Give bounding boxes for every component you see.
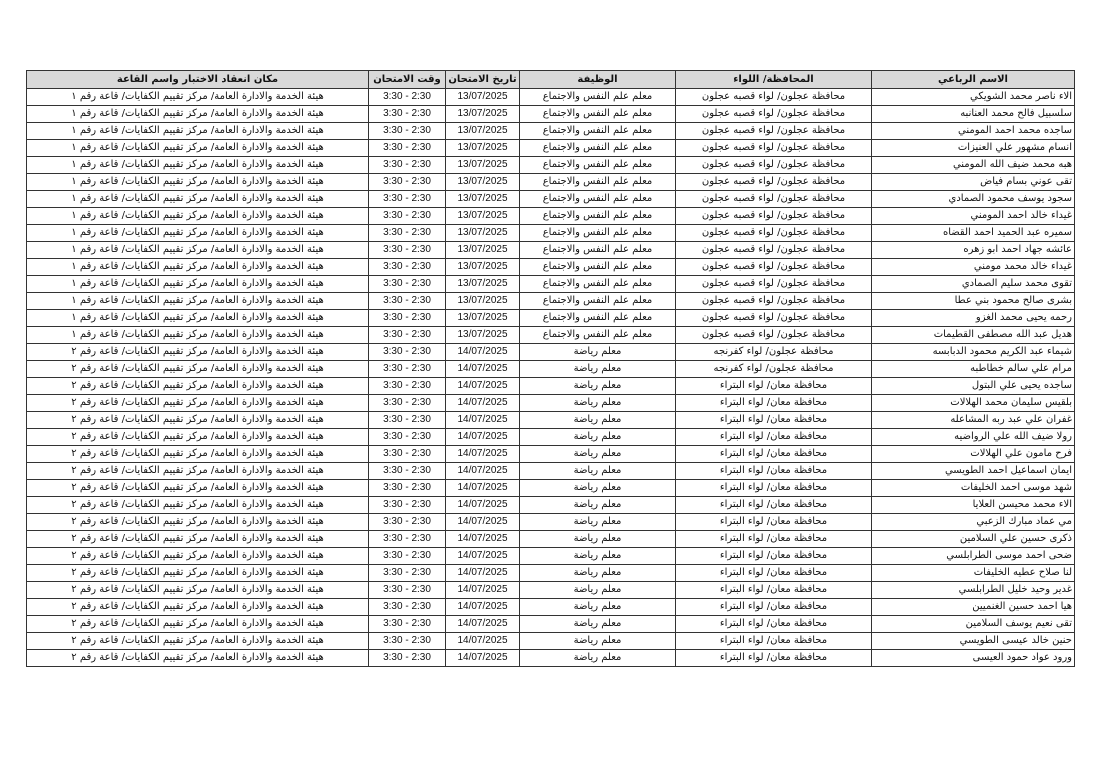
cell-time: 3:30 - 2:30 [369, 480, 446, 497]
header-date: تاريخ الامتحان [446, 71, 520, 89]
cell-date: 14/07/2025 [446, 497, 520, 514]
cell-date: 13/07/2025 [446, 157, 520, 174]
cell-job: معلم علم النفس والاجتماع [520, 310, 676, 327]
cell-location: هيئة الخدمة والادارة العامة/ مركز تقييم الكفايات/ قاعة رقم ٢ [27, 565, 369, 582]
cell-date: 14/07/2025 [446, 463, 520, 480]
cell-job: معلم رياضة [520, 633, 676, 650]
cell-job: معلم علم النفس والاجتماع [520, 89, 676, 106]
cell-governorate: محافظة عجلون/ لواء قصبه عجلون [676, 106, 872, 123]
cell-date: 13/07/2025 [446, 225, 520, 242]
cell-location: هيئة الخدمة والادارة العامة/ مركز تقييم الكفايات/ قاعة رقم ١ [27, 140, 369, 157]
cell-location: هيئة الخدمة والادارة العامة/ مركز تقييم الكفايات/ قاعة رقم ١ [27, 276, 369, 293]
header-job: الوظيفة [520, 71, 676, 89]
cell-time: 3:30 - 2:30 [369, 633, 446, 650]
table-row [27, 412, 1075, 429]
cell-job: معلم رياضة [520, 548, 676, 565]
cell-location: هيئة الخدمة والادارة العامة/ مركز تقييم الكفايات/ قاعة رقم ١ [27, 327, 369, 344]
cell-name: حنين خالد عيسى الطويسي [872, 633, 1075, 650]
cell-time: 3:30 - 2:30 [369, 123, 446, 140]
cell-date: 13/07/2025 [446, 276, 520, 293]
table-row [27, 191, 1075, 208]
cell-governorate: محافظة معان/ لواء البتراء [676, 412, 872, 429]
cell-name: سجود يوسف محمود الصمادي [872, 191, 1075, 208]
cell-time: 3:30 - 2:30 [369, 548, 446, 565]
cell-name: تقوى محمد سليم الصمادي [872, 276, 1075, 293]
cell-job: معلم علم النفس والاجتماع [520, 106, 676, 123]
table-row [27, 276, 1075, 293]
cell-location: هيئة الخدمة والادارة العامة/ مركز تقييم الكفايات/ قاعة رقم ١ [27, 106, 369, 123]
cell-governorate: محافظة معان/ لواء البتراء [676, 548, 872, 565]
table-row [27, 395, 1075, 412]
cell-time: 3:30 - 2:30 [369, 531, 446, 548]
exam-schedule-table [26, 70, 1075, 667]
cell-governorate: محافظة عجلون/ لواء قصبه عجلون [676, 174, 872, 191]
cell-name: شهد موسى احمد الخليفات [872, 480, 1075, 497]
cell-job: معلم علم النفس والاجتماع [520, 242, 676, 259]
cell-location: هيئة الخدمة والادارة العامة/ مركز تقييم الكفايات/ قاعة رقم ٢ [27, 599, 369, 616]
cell-date: 13/07/2025 [446, 140, 520, 157]
cell-job: معلم علم النفس والاجتماع [520, 123, 676, 140]
cell-governorate: محافظة عجلون/ لواء قصبه عجلون [676, 242, 872, 259]
cell-governorate: محافظة عجلون/ لواء قصبه عجلون [676, 208, 872, 225]
cell-time: 3:30 - 2:30 [369, 378, 446, 395]
table-row [27, 497, 1075, 514]
cell-job: معلم رياضة [520, 497, 676, 514]
cell-location: هيئة الخدمة والادارة العامة/ مركز تقييم الكفايات/ قاعة رقم ٢ [27, 395, 369, 412]
cell-location: هيئة الخدمة والادارة العامة/ مركز تقييم الكفايات/ قاعة رقم ١ [27, 123, 369, 140]
table-row [27, 327, 1075, 344]
cell-time: 3:30 - 2:30 [369, 599, 446, 616]
cell-governorate: محافظة معان/ لواء البتراء [676, 599, 872, 616]
table-row [27, 208, 1075, 225]
cell-date: 14/07/2025 [446, 650, 520, 667]
cell-location: هيئة الخدمة والادارة العامة/ مركز تقييم الكفايات/ قاعة رقم ٢ [27, 361, 369, 378]
cell-name: لنا صلاح عطيه الخليفات [872, 565, 1075, 582]
cell-location: هيئة الخدمة والادارة العامة/ مركز تقييم الكفايات/ قاعة رقم ٢ [27, 548, 369, 565]
cell-name: الاء ناصر محمد الشويكي [872, 89, 1075, 106]
cell-name: بشرى صالح محمود بني عطا [872, 293, 1075, 310]
cell-name: سلسبيل فالح محمد العنانبه [872, 106, 1075, 123]
cell-date: 14/07/2025 [446, 480, 520, 497]
cell-location: هيئة الخدمة والادارة العامة/ مركز تقييم الكفايات/ قاعة رقم ٢ [27, 582, 369, 599]
cell-date: 14/07/2025 [446, 395, 520, 412]
cell-name: غفران علي عبد ربه المشاعله [872, 412, 1075, 429]
cell-date: 13/07/2025 [446, 310, 520, 327]
table-row [27, 548, 1075, 565]
cell-date: 14/07/2025 [446, 361, 520, 378]
cell-location: هيئة الخدمة والادارة العامة/ مركز تقييم الكفايات/ قاعة رقم ٢ [27, 412, 369, 429]
cell-time: 3:30 - 2:30 [369, 259, 446, 276]
cell-location: هيئة الخدمة والادارة العامة/ مركز تقييم الكفايات/ قاعة رقم ٢ [27, 446, 369, 463]
cell-location: هيئة الخدمة والادارة العامة/ مركز تقييم الكفايات/ قاعة رقم ٢ [27, 344, 369, 361]
cell-date: 14/07/2025 [446, 633, 520, 650]
cell-job: معلم رياضة [520, 599, 676, 616]
cell-location: هيئة الخدمة والادارة العامة/ مركز تقييم الكفايات/ قاعة رقم ١ [27, 174, 369, 191]
cell-time: 3:30 - 2:30 [369, 361, 446, 378]
table-row [27, 259, 1075, 276]
cell-governorate: محافظة عجلون/ لواء قصبه عجلون [676, 123, 872, 140]
cell-governorate: محافظة عجلون/ لواء قصبه عجلون [676, 191, 872, 208]
cell-job: معلم رياضة [520, 446, 676, 463]
cell-name: مي عماد مبارك الزعبي [872, 514, 1075, 531]
cell-name: تقى نعيم يوسف السلامين [872, 616, 1075, 633]
cell-name: سميره عبد الحميد احمد القضاه [872, 225, 1075, 242]
cell-name: الاء محمد محيسن العلايا [872, 497, 1075, 514]
cell-date: 13/07/2025 [446, 259, 520, 276]
cell-date: 14/07/2025 [446, 412, 520, 429]
cell-location: هيئة الخدمة والادارة العامة/ مركز تقييم الكفايات/ قاعة رقم ٢ [27, 650, 369, 667]
cell-location: هيئة الخدمة والادارة العامة/ مركز تقييم الكفايات/ قاعة رقم ١ [27, 157, 369, 174]
table-row [27, 361, 1075, 378]
cell-date: 14/07/2025 [446, 344, 520, 361]
cell-date: 13/07/2025 [446, 208, 520, 225]
cell-time: 3:30 - 2:30 [369, 106, 446, 123]
cell-date: 14/07/2025 [446, 429, 520, 446]
cell-location: هيئة الخدمة والادارة العامة/ مركز تقييم الكفايات/ قاعة رقم ١ [27, 293, 369, 310]
cell-job: معلم علم النفس والاجتماع [520, 225, 676, 242]
header-location: مكان انعقاد الاختبار واسم القاعة [27, 71, 369, 89]
cell-name: رولا ضيف الله علي الرواضيه [872, 429, 1075, 446]
cell-date: 14/07/2025 [446, 565, 520, 582]
cell-name: ايمان اسماعيل احمد الطويسي [872, 463, 1075, 480]
cell-job: معلم علم النفس والاجتماع [520, 157, 676, 174]
cell-date: 13/07/2025 [446, 242, 520, 259]
table-row [27, 599, 1075, 616]
cell-time: 3:30 - 2:30 [369, 514, 446, 531]
cell-governorate: محافظة عجلون/ لواء قصبه عجلون [676, 225, 872, 242]
cell-time: 3:30 - 2:30 [369, 276, 446, 293]
cell-job: معلم علم النفس والاجتماع [520, 140, 676, 157]
table-row [27, 633, 1075, 650]
cell-location: هيئة الخدمة والادارة العامة/ مركز تقييم الكفايات/ قاعة رقم ٢ [27, 378, 369, 395]
table-row [27, 310, 1075, 327]
cell-date: 13/07/2025 [446, 191, 520, 208]
cell-location: هيئة الخدمة والادارة العامة/ مركز تقييم الكفايات/ قاعة رقم ١ [27, 191, 369, 208]
cell-time: 3:30 - 2:30 [369, 174, 446, 191]
cell-time: 3:30 - 2:30 [369, 327, 446, 344]
cell-governorate: محافظة عجلون/ لواء قصبه عجلون [676, 293, 872, 310]
cell-date: 14/07/2025 [446, 531, 520, 548]
header-governorate: المحافظة/ اللواء [676, 71, 872, 89]
cell-time: 3:30 - 2:30 [369, 191, 446, 208]
cell-time: 3:30 - 2:30 [369, 446, 446, 463]
cell-name: غيداء خالد احمد المومني [872, 208, 1075, 225]
cell-job: معلم علم النفس والاجتماع [520, 208, 676, 225]
cell-location: هيئة الخدمة والادارة العامة/ مركز تقييم الكفايات/ قاعة رقم ١ [27, 242, 369, 259]
cell-date: 13/07/2025 [446, 89, 520, 106]
cell-job: معلم رياضة [520, 480, 676, 497]
cell-location: هيئة الخدمة والادارة العامة/ مركز تقييم الكفايات/ قاعة رقم ٢ [27, 463, 369, 480]
cell-location: هيئة الخدمة والادارة العامة/ مركز تقييم الكفايات/ قاعة رقم ١ [27, 225, 369, 242]
table-row [27, 616, 1075, 633]
cell-date: 13/07/2025 [446, 327, 520, 344]
table-row [27, 123, 1075, 140]
cell-governorate: محافظة معان/ لواء البتراء [676, 429, 872, 446]
table-row [27, 565, 1075, 582]
table-row [27, 531, 1075, 548]
table-row [27, 242, 1075, 259]
table-row [27, 514, 1075, 531]
cell-job: معلم علم النفس والاجتماع [520, 276, 676, 293]
cell-job: معلم رياضة [520, 378, 676, 395]
table-row [27, 293, 1075, 310]
cell-name: رحمه يحيى محمد الغزو [872, 310, 1075, 327]
cell-governorate: محافظة عجلون/ لواء قصبه عجلون [676, 310, 872, 327]
cell-date: 14/07/2025 [446, 446, 520, 463]
table-row [27, 446, 1075, 463]
cell-job: معلم رياضة [520, 650, 676, 667]
cell-location: هيئة الخدمة والادارة العامة/ مركز تقييم الكفايات/ قاعة رقم ٢ [27, 514, 369, 531]
cell-job: معلم رياضة [520, 429, 676, 446]
cell-governorate: محافظة معان/ لواء البتراء [676, 531, 872, 548]
cell-name: شيماء عبد الكريم محمود الدبابسه [872, 344, 1075, 361]
cell-location: هيئة الخدمة والادارة العامة/ مركز تقييم الكفايات/ قاعة رقم ٢ [27, 531, 369, 548]
cell-job: معلم رياضة [520, 361, 676, 378]
cell-location: هيئة الخدمة والادارة العامة/ مركز تقييم الكفايات/ قاعة رقم ٢ [27, 633, 369, 650]
cell-job: معلم علم النفس والاجتماع [520, 191, 676, 208]
cell-governorate: محافظة معان/ لواء البتراء [676, 514, 872, 531]
cell-date: 14/07/2025 [446, 582, 520, 599]
table-row [27, 463, 1075, 480]
cell-name: مرام علي سالم خطاطبه [872, 361, 1075, 378]
cell-name: ورود عواد حمود العيسى [872, 650, 1075, 667]
cell-location: هيئة الخدمة والادارة العامة/ مركز تقييم الكفايات/ قاعة رقم ١ [27, 310, 369, 327]
cell-location: هيئة الخدمة والادارة العامة/ مركز تقييم الكفايات/ قاعة رقم ٢ [27, 429, 369, 446]
cell-job: معلم رياضة [520, 582, 676, 599]
header-row [27, 71, 1075, 89]
cell-governorate: محافظة معان/ لواء البتراء [676, 463, 872, 480]
cell-time: 3:30 - 2:30 [369, 157, 446, 174]
cell-governorate: محافظة عجلون/ لواء قصبه عجلون [676, 259, 872, 276]
cell-time: 3:30 - 2:30 [369, 208, 446, 225]
cell-name: انسام مشهور علي العنيزات [872, 140, 1075, 157]
cell-time: 3:30 - 2:30 [369, 242, 446, 259]
cell-name: ذكرى حسين علي السلامين [872, 531, 1075, 548]
cell-governorate: محافظة معان/ لواء البتراء [676, 616, 872, 633]
cell-time: 3:30 - 2:30 [369, 412, 446, 429]
cell-time: 3:30 - 2:30 [369, 463, 446, 480]
cell-location: هيئة الخدمة والادارة العامة/ مركز تقييم الكفايات/ قاعة رقم ١ [27, 89, 369, 106]
table-row [27, 582, 1075, 599]
cell-governorate: محافظة معان/ لواء البتراء [676, 582, 872, 599]
cell-governorate: محافظة معان/ لواء البتراء [676, 650, 872, 667]
cell-name: تقى عوني بسام فياض [872, 174, 1075, 191]
cell-date: 14/07/2025 [446, 378, 520, 395]
cell-time: 3:30 - 2:30 [369, 565, 446, 582]
cell-governorate: محافظة معان/ لواء البتراء [676, 497, 872, 514]
cell-job: معلم رياضة [520, 463, 676, 480]
header-name: الاسم الرباعي [872, 71, 1075, 89]
cell-governorate: محافظة معان/ لواء البتراء [676, 395, 872, 412]
cell-time: 3:30 - 2:30 [369, 310, 446, 327]
cell-name: عائشه جهاد احمد ابو زهره [872, 242, 1075, 259]
table-row [27, 89, 1075, 106]
cell-name: هيا احمد حسين الغنميين [872, 599, 1075, 616]
cell-name: بلقيس سليمان محمد الهلالات [872, 395, 1075, 412]
cell-governorate: محافظة معان/ لواء البتراء [676, 565, 872, 582]
cell-name: ساجده يحيى علي البتول [872, 378, 1075, 395]
cell-time: 3:30 - 2:30 [369, 344, 446, 361]
cell-name: ساجده محمد احمد المومني [872, 123, 1075, 140]
cell-date: 14/07/2025 [446, 548, 520, 565]
cell-governorate: محافظة عجلون/ لواء قصبه عجلون [676, 327, 872, 344]
cell-date: 14/07/2025 [446, 616, 520, 633]
table-row [27, 106, 1075, 123]
cell-time: 3:30 - 2:30 [369, 293, 446, 310]
cell-governorate: محافظة عجلون/ لواء قصبه عجلون [676, 276, 872, 293]
cell-job: معلم علم النفس والاجتماع [520, 259, 676, 276]
table-row [27, 344, 1075, 361]
table-row [27, 429, 1075, 446]
cell-time: 3:30 - 2:30 [369, 497, 446, 514]
cell-location: هيئة الخدمة والادارة العامة/ مركز تقييم الكفايات/ قاعة رقم ١ [27, 208, 369, 225]
cell-governorate: محافظة عجلون/ لواء قصبه عجلون [676, 89, 872, 106]
cell-location: هيئة الخدمة والادارة العامة/ مركز تقييم الكفايات/ قاعة رقم ٢ [27, 497, 369, 514]
cell-governorate: محافظة معان/ لواء البتراء [676, 633, 872, 650]
table-row [27, 174, 1075, 191]
cell-job: معلم رياضة [520, 531, 676, 548]
cell-job: معلم علم النفس والاجتماع [520, 327, 676, 344]
cell-time: 3:30 - 2:30 [369, 225, 446, 242]
cell-governorate: محافظة عجلون/ لواء كفرنجه [676, 344, 872, 361]
cell-date: 14/07/2025 [446, 599, 520, 616]
cell-name: غيداء خالد محمد مومني [872, 259, 1075, 276]
cell-time: 3:30 - 2:30 [369, 582, 446, 599]
cell-governorate: محافظة عجلون/ لواء قصبه عجلون [676, 157, 872, 174]
cell-job: معلم رياضة [520, 514, 676, 531]
cell-location: هيئة الخدمة والادارة العامة/ مركز تقييم الكفايات/ قاعة رقم ١ [27, 259, 369, 276]
cell-time: 3:30 - 2:30 [369, 89, 446, 106]
cell-governorate: محافظة عجلون/ لواء قصبه عجلون [676, 140, 872, 157]
cell-date: 13/07/2025 [446, 293, 520, 310]
table-row [27, 225, 1075, 242]
cell-job: معلم رياضة [520, 616, 676, 633]
table-row [27, 650, 1075, 667]
cell-time: 3:30 - 2:30 [369, 429, 446, 446]
cell-time: 3:30 - 2:30 [369, 140, 446, 157]
cell-time: 3:30 - 2:30 [369, 650, 446, 667]
cell-name: ضحى احمد موسى الطرابلسي [872, 548, 1075, 565]
cell-job: معلم رياضة [520, 395, 676, 412]
cell-job: معلم علم النفس والاجتماع [520, 293, 676, 310]
cell-date: 13/07/2025 [446, 123, 520, 140]
cell-governorate: محافظة معان/ لواء البتراء [676, 480, 872, 497]
table-row [27, 378, 1075, 395]
cell-governorate: محافظة عجلون/ لواء كفرنجه [676, 361, 872, 378]
cell-governorate: محافظة معان/ لواء البتراء [676, 378, 872, 395]
cell-governorate: محافظة معان/ لواء البتراء [676, 446, 872, 463]
header-time: وقت الامتحان [369, 71, 446, 89]
cell-location: هيئة الخدمة والادارة العامة/ مركز تقييم الكفايات/ قاعة رقم ٢ [27, 480, 369, 497]
cell-name: هديل عبد الله مصطفى القطيمات [872, 327, 1075, 344]
cell-name: هبه محمد ضيف الله المومني [872, 157, 1075, 174]
cell-time: 3:30 - 2:30 [369, 395, 446, 412]
cell-date: 13/07/2025 [446, 106, 520, 123]
cell-time: 3:30 - 2:30 [369, 616, 446, 633]
cell-location: هيئة الخدمة والادارة العامة/ مركز تقييم الكفايات/ قاعة رقم ٢ [27, 616, 369, 633]
cell-name: غدير وحيد خليل الطرابلسي [872, 582, 1075, 599]
cell-job: معلم رياضة [520, 412, 676, 429]
table-row [27, 157, 1075, 174]
cell-date: 14/07/2025 [446, 514, 520, 531]
cell-job: معلم رياضة [520, 565, 676, 582]
cell-job: معلم علم النفس والاجتماع [520, 174, 676, 191]
cell-job: معلم رياضة [520, 344, 676, 361]
cell-name: فرح مامون علي الهلالات [872, 446, 1075, 463]
cell-date: 13/07/2025 [446, 174, 520, 191]
table-row [27, 480, 1075, 497]
table-row [27, 140, 1075, 157]
